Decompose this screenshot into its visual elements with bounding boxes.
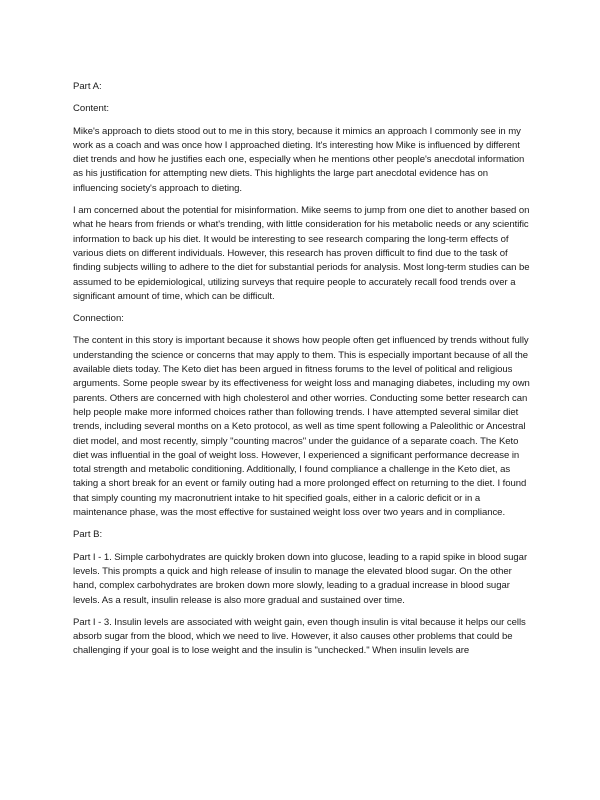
connection-heading: Connection: xyxy=(73,313,124,325)
connection-paragraph: The content in this story is important because it shows how people often get influenced by trends without fully understanding the science or concerns that may apply to them. This is especially important because of all the available diets today. The Keto diet has been argued in fitness forums to the level of political and religious arguments. Some people swear by its effectiveness for weight loss and managing diabetes, including my own parents. Others are concerned with high cholesterol and other worries. Conducting some better research can help people make more informed choices rather than following trends. I have attempted several similar diet trends, including several months on a Keto protocol, as well as time spent following a Paleolithic or Ancestral diet model, and most recently, simply "counting macros" under the guidance of a separate coach. The Keto diet was influential in the goal of weight loss. However, I experienced a significant performance decrease in total strength and metabolic conditioning. Additionally, I found compliance a challenge in the Keto diet, as taking a short break for an event or family outing had a more prolonged effect on returning to the diet. I found that simply counting my macronutrient intake to hit specified goals, either in a caloric deficit or in a maintenance phase, was the most effective for sustained weight loss over two years and in compliance. xyxy=(73,335,530,519)
part-b-heading: Part B: xyxy=(73,529,103,541)
content-paragraph-1: Mike's approach to diets stood out to me in this story, because it mimics an approach I commonly see in my work as a coach and was once how I approached dieting. It's interesting how Mike is influenced by different diet trends and how he justifies each one, especially when he mentions other people's anecdotal information as his justification for attempting new diets. This highlights the large part anecdotal evidence has on influencing society's approach to dieting. xyxy=(73,125,525,194)
content-heading: Content: xyxy=(73,103,110,115)
part-b-item-3: Part I - 3. Insulin levels are associated with weight gain, even though insulin is vital because it helps our cells absorb sugar from the blood, which we need to live. However, it also causes other problems that could be challenging if your goal is to lose weight and the insulin is "unchecked." When insulin levels are xyxy=(73,616,526,657)
content-paragraph-2: I am concerned about the potential for misinformation. Mike seems to jump from one diet to another based on what he hears from friends or what's trending, with little consideration for his metabolic needs or any scientific information to back up his diet. It would be interesting to see research comparing the long-term effects of various diets on different individuals. However, this research has proven difficult to find due to the task of finding subjects willing to adhere to the diet for substantial periods for analysis. Most long-term studies can be assumed to be epidemiological, utilizing surveys that require people to accurately recall food trends over a significant amount of time, which can be difficult. xyxy=(73,205,530,302)
document-page xyxy=(73,80,531,780)
part-b-item-1: Part I - 1. Simple carbohydrates are quickly broken down into glucose, leading to a rapid spike in blood sugar levels. This prompts a quick and high release of insulin to manage the elevated blood sugar. On the other hand, complex carbohydrates are broken down more slowly, leading to a gradual increase in blood sugar levels. As a result, insulin release is also more gradual and sustained over time. xyxy=(73,551,528,606)
part-a-heading: Part A: xyxy=(73,81,102,92)
